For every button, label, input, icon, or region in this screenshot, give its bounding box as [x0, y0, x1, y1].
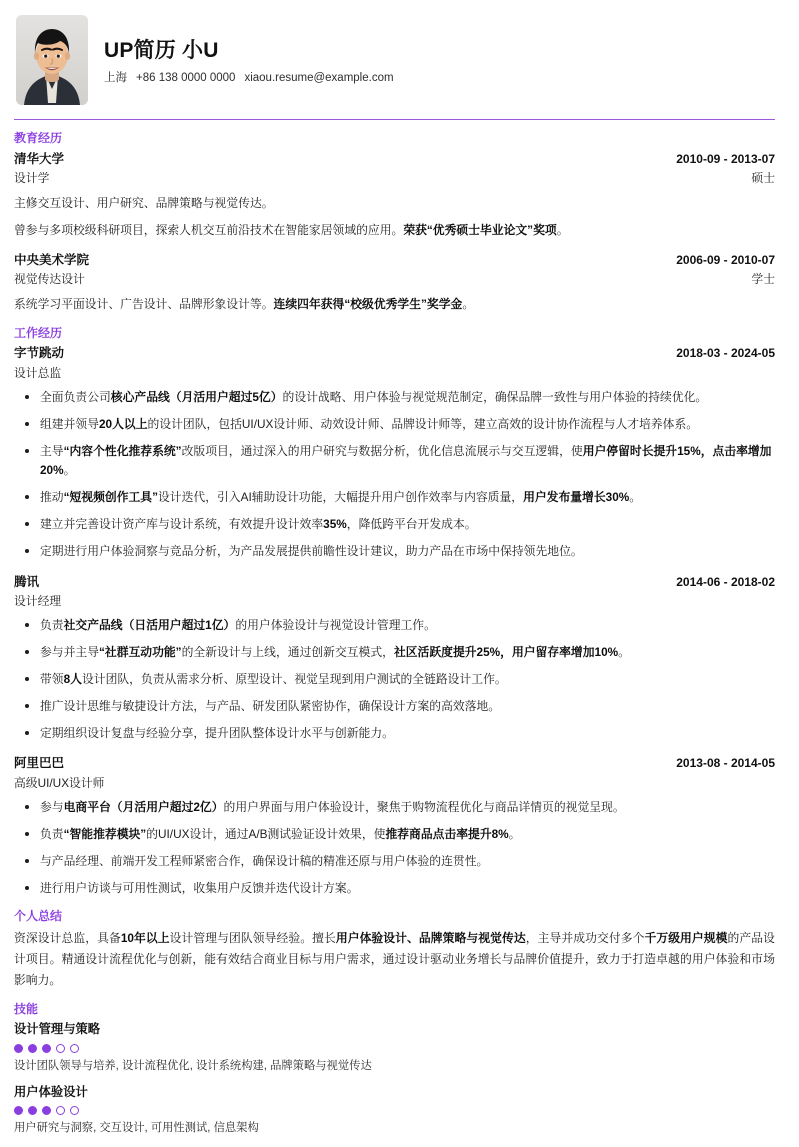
- work-bullet: 参与电商平台（月活用户超过2亿）的用户界面与用户体验设计，聚焦于购物流程优化与商品详情页的视觉呈现。: [14, 798, 775, 818]
- skill-detail: 设计团队领导与培养, 设计流程优化, 设计系统构建, 品牌策略与视觉传达: [14, 1059, 372, 1072]
- work-dates: 2018-03 - 2024-05: [676, 346, 775, 361]
- section-title-summary: 个人总结: [14, 909, 63, 924]
- contact-email: xiaou.resume@example.com: [244, 71, 394, 84]
- skill-level-dot: [14, 1106, 23, 1115]
- education-entry-head: [14, 150, 775, 169]
- job-title: 高级UI/UX设计师: [14, 775, 105, 790]
- skill-level-dot: [56, 1106, 65, 1115]
- header-divider: [14, 119, 775, 120]
- work-entries: [14, 344, 775, 898]
- education-entry-head: [14, 251, 775, 270]
- school-name: 中央美术学院: [14, 252, 90, 267]
- education-entry-sub: [14, 270, 775, 288]
- section-summary: [14, 909, 775, 991]
- skill-level-dot: [14, 1044, 23, 1053]
- education-dates: 2006-09 - 2010-07: [676, 252, 775, 267]
- work-bullet-list: [14, 388, 775, 562]
- skill-level-dot: [70, 1106, 79, 1115]
- education-description: 主修交互设计、用户研究、品牌策略与视觉传达。: [14, 196, 274, 211]
- skill-item: [14, 1083, 775, 1138]
- skill-item: [14, 1020, 775, 1075]
- education-entry: [14, 251, 775, 315]
- section-skills: [14, 1002, 775, 1138]
- work-bullet: 组建并领导20人以上的设计团队，包括UI/UX设计师、动效设计师、品牌设计师等，建立高效的设计协作流程与人才培养体系。: [14, 415, 775, 435]
- work-bullet: 负责“智能推荐模块”的UI/UX设计，通过A/B测试验证设计效果，使推荐商品点击率提升8%。: [14, 825, 775, 845]
- job-title: 设计总监: [14, 365, 62, 380]
- contact-location: 上海: [104, 71, 127, 84]
- work-bullet-list: [14, 616, 775, 743]
- contact-line: [104, 72, 394, 86]
- skill-level-dot: [28, 1106, 37, 1115]
- work-bullet: 推动“短视频创作工具”设计迭代，引入AI辅助设计功能，大幅提升用户创作效率与内容质量，用户发布量增长30%。: [14, 488, 775, 508]
- work-entry-sub: [14, 364, 775, 382]
- work-entry: [14, 344, 775, 561]
- work-entry-head: [14, 754, 775, 773]
- section-title-skills: 技能: [14, 1001, 39, 1016]
- skill-name: 用户体验设计: [14, 1084, 88, 1099]
- education-dates: 2010-09 - 2013-07: [676, 151, 775, 166]
- education-description: 系统学习平面设计、广告设计、品牌形象设计等。连续四年获得“校级优秀学生”奖学金。: [14, 297, 475, 312]
- job-title: 设计经理: [14, 594, 62, 609]
- skill-list: [14, 1020, 775, 1137]
- work-entry-head: [14, 573, 775, 592]
- work-bullet: 带领8人设计团队，负责从需求分析、原型设计、视觉呈现到用户测试的全链路设计工作。: [14, 670, 775, 690]
- work-bullet: 定期进行用户体验洞察与竞品分析，为产品发展提供前瞻性设计建议，助力产品在市场中保持领先地位。: [14, 542, 775, 562]
- section-work: [14, 326, 775, 899]
- work-bullet: 定期组织设计复盘与经验分享，提升团队整体设计水平与创新能力。: [14, 724, 775, 744]
- section-education: [14, 131, 775, 315]
- education-description: 曾参与多项校级科研项目，探索人机交互前沿技术在智能家居领域的应用。荣获“优秀硕士毕业论文”奖项。: [14, 222, 569, 237]
- work-entry: [14, 573, 775, 744]
- work-bullet: 主导“内容个性化推荐系统”改版项目，通过深入的用户研究与数据分析，优化信息流展示与交互逻辑，使用户停留时长提升15%，点击率增加20%。: [14, 442, 775, 482]
- work-bullet-list: [14, 798, 775, 898]
- work-bullet: 建立并完善设计资产库与设计系统，有效提升设计效率35%，降低跨平台开发成本。: [14, 515, 775, 535]
- skill-level-dot: [42, 1106, 51, 1115]
- major: 设计学: [14, 170, 50, 185]
- section-title-education: 教育经历: [14, 131, 63, 145]
- degree: 硕士: [751, 170, 775, 185]
- resume-header: [14, 14, 775, 106]
- identity-block: [104, 35, 394, 86]
- skill-name: 设计管理与策略: [14, 1022, 101, 1037]
- contact-phone: +86 138 0000 0000: [136, 71, 236, 84]
- skill-level-dot: [70, 1044, 79, 1053]
- work-entry: [14, 754, 775, 898]
- work-bullet: 与产品经理、前端开发工程师紧密合作，确保设计稿的精准还原与用户体验的连贯性。: [14, 852, 775, 872]
- work-dates: 2014-06 - 2018-02: [676, 574, 775, 589]
- skill-detail: 用户研究与洞察, 交互设计, 可用性测试, 信息架构: [14, 1122, 259, 1135]
- skill-level-meter: [14, 1044, 775, 1053]
- education-entry-sub: [14, 169, 775, 187]
- work-bullet: 全面负责公司核心产品线（月活用户超过5亿）的设计战略、用户体验与视觉规范制定，确保品牌一致性与用户体验的持续优化。: [14, 388, 775, 408]
- company-name: 腾讯: [14, 574, 40, 589]
- education-entries: [14, 150, 775, 315]
- school-name: 清华大学: [14, 151, 65, 166]
- work-entry-sub: [14, 592, 775, 610]
- work-bullet: 负责社交产品线（日活用户超过1亿）的用户体验设计与视觉设计管理工作。: [14, 616, 775, 636]
- company-name: 字节跳动: [14, 346, 65, 361]
- section-title-work: 工作经历: [14, 325, 63, 340]
- work-dates: 2013-08 - 2014-05: [676, 756, 775, 771]
- work-entry-sub: [14, 774, 775, 792]
- skill-level-dot: [28, 1044, 37, 1053]
- skill-level-dot: [42, 1044, 51, 1053]
- page-title: UP简历 小U: [104, 38, 219, 62]
- work-entry-head: [14, 344, 775, 363]
- work-bullet: 推广设计思维与敏捷设计方法，与产品、研发团队紧密协作，确保设计方案的高效落地。: [14, 697, 775, 717]
- summary-text: 资深设计总监，具备10年以上设计管理与团队领导经验。擅长用户体验设计、品牌策略与视觉传达，主导并成功交付多个千万级用户规模的产品设计项目。精通设计流程优化与创新，能有效结合商业目标与用户需求，通过设计驱动业务增长与品牌价值提升，致力于打造卓越的用户体验和市场影响力。: [14, 930, 775, 987]
- skill-level-dot: [56, 1044, 65, 1053]
- skill-level-meter: [14, 1106, 775, 1115]
- work-bullet: 进行用户访谈与可用性测试，收集用户反馈并迭代设计方案。: [14, 879, 775, 899]
- degree: 学士: [751, 272, 775, 287]
- work-bullet: 参与并主导“社群互动功能”的全新设计与上线，通过创新交互模式，社区活跃度提升25%，用户留存率增加10%。: [14, 643, 775, 663]
- major: 视觉传达设计: [14, 272, 85, 287]
- education-entry: [14, 150, 775, 240]
- company-name: 阿里巴巴: [14, 756, 65, 771]
- avatar: [16, 15, 88, 105]
